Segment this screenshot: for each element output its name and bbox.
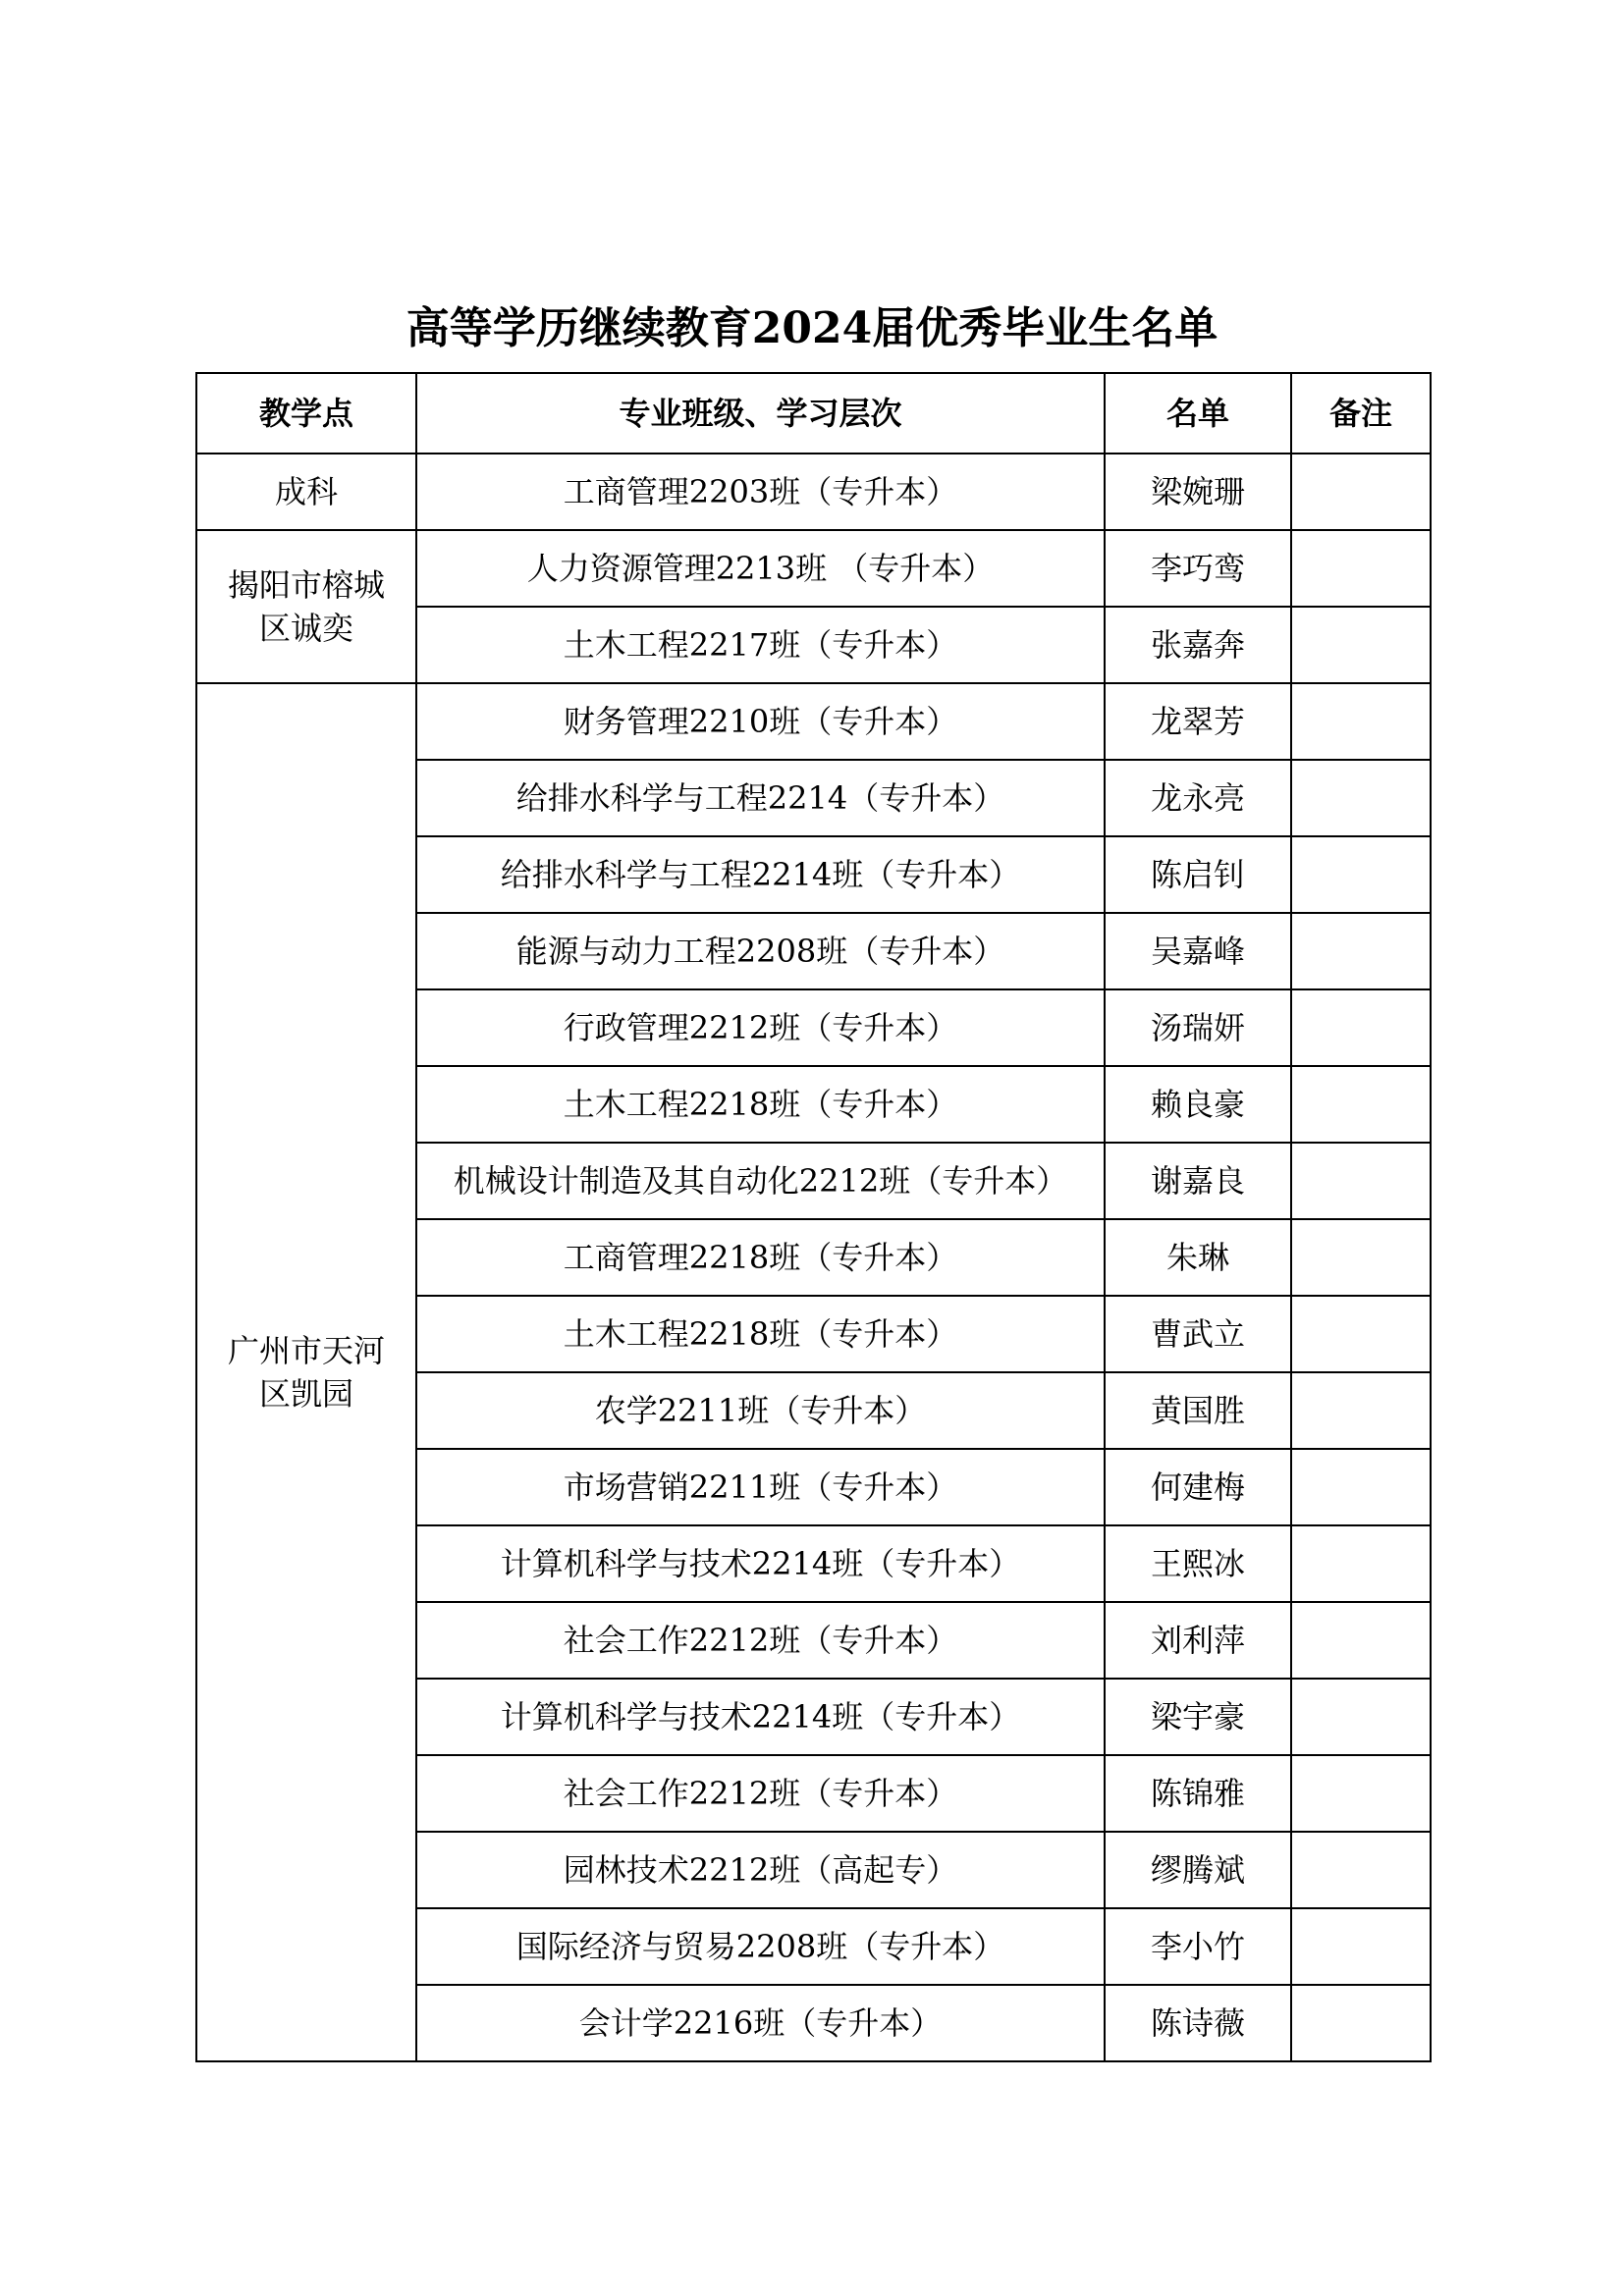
major-cell: 给排水科学与工程2214班（专升本） (416, 836, 1105, 913)
major-cell: 农学2211班（专升本） (416, 1372, 1105, 1449)
site-cell: 成科 (196, 454, 416, 530)
remark-cell (1291, 1449, 1431, 1525)
name-cell: 缪腾斌 (1105, 1832, 1291, 1908)
name-cell: 汤瑞妍 (1105, 989, 1291, 1066)
table-row (196, 454, 1431, 530)
remark-cell (1291, 836, 1431, 913)
name-cell: 刘利萍 (1105, 1602, 1291, 1679)
major-cell: 能源与动力工程2208班（专升本） (416, 913, 1105, 989)
remark-cell (1291, 1602, 1431, 1679)
major-cell: 给排水科学与工程2214（专升本） (416, 760, 1105, 836)
name-cell: 赖良豪 (1105, 1066, 1291, 1143)
remark-cell (1291, 1985, 1431, 2061)
name-cell: 黄国胜 (1105, 1372, 1291, 1449)
name-cell: 王熙冰 (1105, 1525, 1291, 1602)
header-site: 教学点 (196, 373, 416, 454)
name-cell: 曹武立 (1105, 1296, 1291, 1372)
name-cell: 谢嘉良 (1105, 1143, 1291, 1219)
name-cell: 陈诗薇 (1105, 1985, 1291, 2061)
remark-cell (1291, 1908, 1431, 1985)
remark-cell (1291, 760, 1431, 836)
major-cell: 社会工作2212班（专升本） (416, 1755, 1105, 1832)
remark-cell (1291, 1066, 1431, 1143)
name-cell: 朱琳 (1105, 1219, 1291, 1296)
major-cell: 机械设计制造及其自动化2212班（专升本） (416, 1143, 1105, 1219)
remark-cell (1291, 913, 1431, 989)
header-remark: 备注 (1291, 373, 1431, 454)
major-cell: 工商管理2203班（专升本） (416, 454, 1105, 530)
table-body (196, 454, 1431, 2061)
major-cell: 财务管理2210班（专升本） (416, 683, 1105, 760)
remark-cell (1291, 989, 1431, 1066)
table-row (196, 530, 1431, 607)
graduate-table (195, 372, 1432, 2062)
name-cell: 吴嘉峰 (1105, 913, 1291, 989)
major-cell: 国际经济与贸易2208班（专升本） (416, 1908, 1105, 1985)
major-cell: 土木工程2217班（专升本） (416, 607, 1105, 683)
site-cell: 广州市天河 区凯园 (196, 683, 416, 2061)
name-cell: 陈启钊 (1105, 836, 1291, 913)
major-cell: 行政管理2212班（专升本） (416, 989, 1105, 1066)
remark-cell (1291, 1296, 1431, 1372)
name-cell: 张嘉奔 (1105, 607, 1291, 683)
name-cell: 龙翠芳 (1105, 683, 1291, 760)
major-cell: 土木工程2218班（专升本） (416, 1066, 1105, 1143)
name-cell: 龙永亮 (1105, 760, 1291, 836)
remark-cell (1291, 530, 1431, 607)
major-cell: 会计学2216班（专升本） (416, 1985, 1105, 2061)
name-cell: 李小竹 (1105, 1908, 1291, 1985)
major-cell: 土木工程2218班（专升本） (416, 1296, 1105, 1372)
table-row (196, 683, 1431, 760)
major-cell: 计算机科学与技术2214班（专升本） (416, 1525, 1105, 1602)
remark-cell (1291, 1525, 1431, 1602)
header-major: 专业班级、学习层次 (416, 373, 1105, 454)
remark-cell (1291, 607, 1431, 683)
name-cell: 李巧鸾 (1105, 530, 1291, 607)
remark-cell (1291, 1372, 1431, 1449)
header-name: 名单 (1105, 373, 1291, 454)
major-cell: 园林技术2212班（高起专） (416, 1832, 1105, 1908)
major-cell: 社会工作2212班（专升本） (416, 1602, 1105, 1679)
remark-cell (1291, 683, 1431, 760)
remark-cell (1291, 1679, 1431, 1755)
remark-cell (1291, 1143, 1431, 1219)
remark-cell (1291, 1755, 1431, 1832)
major-cell: 市场营销2211班（专升本） (416, 1449, 1105, 1525)
name-cell: 梁婉珊 (1105, 454, 1291, 530)
major-cell: 工商管理2218班（专升本） (416, 1219, 1105, 1296)
major-cell: 计算机科学与技术2214班（专升本） (416, 1679, 1105, 1755)
remark-cell (1291, 1832, 1431, 1908)
page-title: 高等学历继续教育2024届优秀毕业生名单 (406, 303, 1218, 353)
remark-cell (1291, 454, 1431, 530)
table-header-row (196, 373, 1431, 454)
name-cell: 何建梅 (1105, 1449, 1291, 1525)
site-cell: 揭阳市榕城 区诚奕 (196, 530, 416, 683)
major-cell: 人力资源管理2213班 （专升本） (416, 530, 1105, 607)
name-cell: 梁宇豪 (1105, 1679, 1291, 1755)
name-cell: 陈锦雅 (1105, 1755, 1291, 1832)
remark-cell (1291, 1219, 1431, 1296)
